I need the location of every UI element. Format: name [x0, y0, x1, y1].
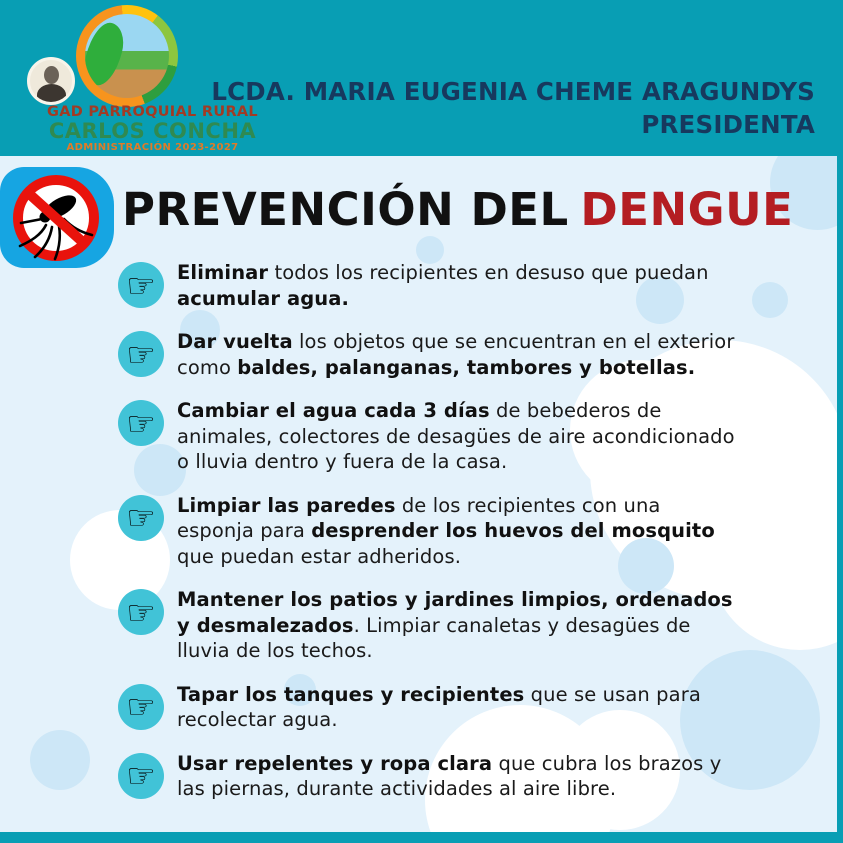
pointing-hand-icon: ☞: [118, 589, 164, 635]
pointing-hand-icon: ☞: [118, 684, 164, 730]
list-item: [118, 751, 743, 802]
leaf-icon: [85, 19, 128, 89]
list-item-text: Usar repelentes y ropa clara que cubra los brazos y las piernas, durante actividades al aire libre.: [177, 751, 722, 800]
list-item: [118, 587, 743, 664]
org-name-line2: CARLOS CONCHA: [48, 119, 257, 143]
gad-logo-landscape: [85, 14, 169, 98]
official-role: PRESIDENTA: [641, 109, 815, 139]
pointing-hand-icon: ☞: [118, 331, 164, 377]
list-item-text: Tapar los tanques y recipientes que se usan para recolectar agua.: [177, 682, 701, 731]
list-item-text: Limpiar las paredes de los recipientes con una esponja para desprender los huevos del mosquito que puedan estar adheridos.: [177, 493, 715, 568]
title-dengue: DENGUE: [580, 183, 794, 236]
official-name-role: [211, 76, 815, 141]
header-band: [0, 0, 843, 156]
pointing-hand-icon: ☞: [118, 753, 164, 799]
list-item: [118, 682, 743, 733]
list-item: [118, 260, 743, 311]
no-mosquito-badge: [0, 167, 114, 268]
gad-logo-ring: [76, 5, 178, 107]
list-item-text: Dar vuelta los objetos que se encuentran en el exterior como baldes, palanganas, tambores y botellas.: [177, 330, 735, 379]
background-blob: [30, 730, 90, 790]
title-prevencion-del: PREVENCIÓN DEL: [122, 183, 569, 236]
founder-portrait: [27, 57, 75, 105]
no-mosquito-icon: [4, 169, 110, 267]
list-item: [118, 329, 743, 380]
pointing-hand-icon: ☞: [118, 262, 164, 308]
list-item: [118, 398, 743, 475]
pointing-hand-icon: ☞: [118, 400, 164, 446]
list-item-text: Mantener los patios y jardines limpios, ordenados y desmalezados. Limpiar canaletas y desagües de lluvia de los techos.: [177, 588, 733, 662]
pointing-hand-icon: ☞: [118, 495, 164, 541]
page-title: [122, 183, 793, 236]
official-name: LCDA. MARIA EUGENIA CHEME ARAGUNDYS: [211, 77, 815, 106]
list-item-text: Cambiar el agua cada 3 días de bebederos de animales, colectores de desagües de aire acondicionado o lluvia dentro y fuera de la casa.: [177, 399, 735, 473]
prevention-list: [118, 260, 743, 802]
footer-band: [0, 832, 843, 843]
background-blob: [752, 282, 788, 318]
list-item: [118, 493, 743, 570]
org-admin-period: ADMINISTRACIÓN 2023-2027: [66, 142, 239, 153]
list-item-text: Eliminar todos los recipientes en desuso que puedan acumular agua.: [177, 261, 709, 310]
right-edge-band: [837, 0, 843, 843]
org-name-line1: GAD PARROQUIAL RURAL: [47, 104, 258, 120]
